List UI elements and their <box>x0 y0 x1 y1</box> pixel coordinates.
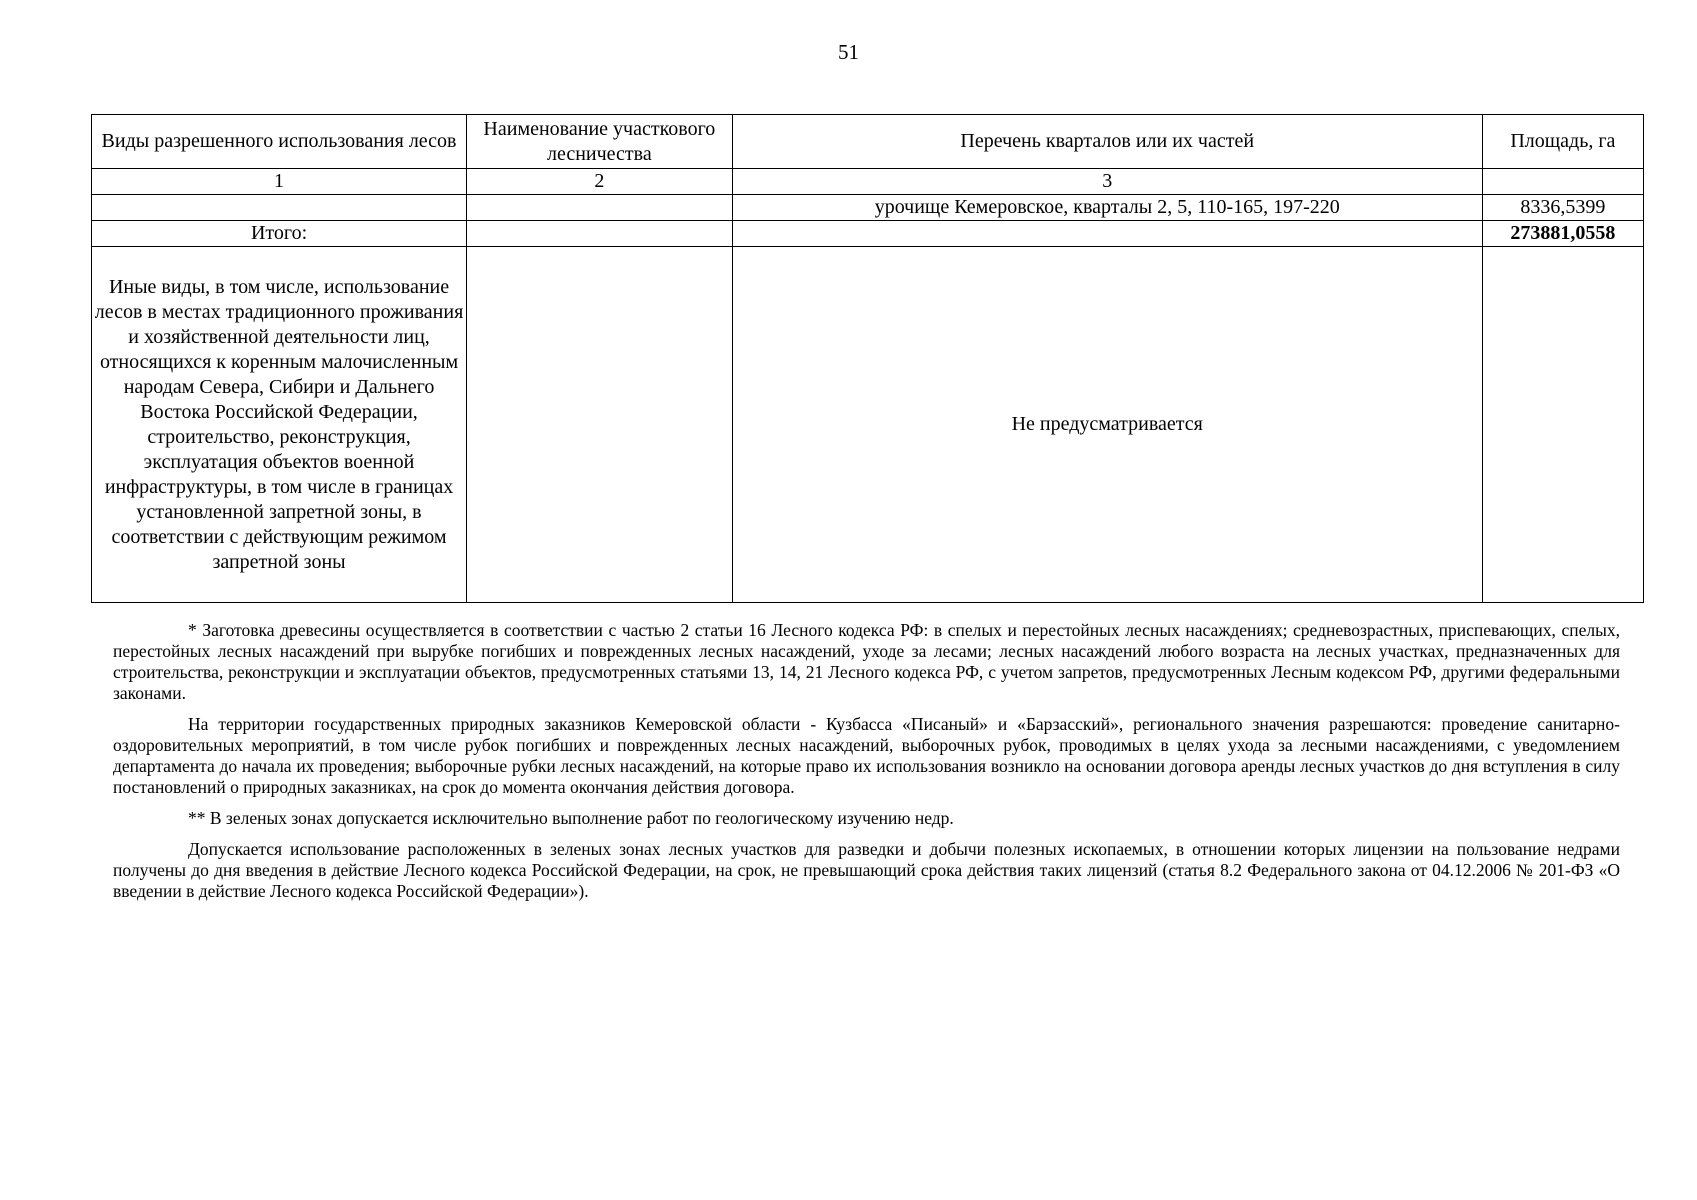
header-forestry-name: Наименование участкового лесничества <box>467 115 733 169</box>
column-number-row <box>92 169 1644 195</box>
page-number: 51 <box>838 40 859 64</box>
footnote-green-zones: ** В зеленых зонах допускается исключительно выполнение работ по геологическому изучению недр. <box>188 808 954 828</box>
other-uses-description: Иные виды, в том числе, использование лесов в местах традиционного проживания и хозяйственной деятельности лиц, относящихся к коренным малочисленным народам Севера, Сибири и Дальнего Востока Российской Федерации, строительство, реконструкция, эксплуатация объектов военной инфраструктуры, в том числе в границах установленной запретной зоны, в соответствии с действующим режимом запретной зоны <box>92 247 467 603</box>
footnote-timber-harvest: * Заготовка древесины осуществляется в соответствии с частью 2 статьи 16 Лесного кодекса РФ: в спелых и перестойных лесных насаждениях; средневозрастных, приспевающих, спелых, перестойных лесных насаждений при вырубке погибших и поврежденных лесных насаждений, уходе за лесами; лесных насаждений любого возраста на лесных участках, предназначенных для строительства, реконструкции и эксплуатации объектов, предусмотренных статьями 13, 14, 21 Лесного кодекса РФ, с учетом запретов, предусмотренных Лесным кодексом РФ, другими федеральными законами. <box>113 620 1620 703</box>
total-quarters-cell <box>732 221 1482 247</box>
row-quarters-cell: урочище Кемеровское, кварталы 2, 5, 110-165, 197-220 <box>732 195 1482 221</box>
table-row <box>92 195 1644 221</box>
column-number-2: 2 <box>467 169 733 195</box>
footnote-mining: Допускается использование расположенных в зеленых зонах лесных участков для разведки и добычи полезных ископаемых, в отношении которых лицензии на пользование недрами получены до дня введения в действие Лесного кодекса Российской Федерации, на срок, не превышающий срока действия таких лицензий (статья 8.2 Федерального закона от 04.12.2006 № 201-ФЗ «О введении в действие Лесного кодекса Российской Федерации»). <box>113 839 1620 901</box>
other-uses-forestry-cell <box>467 247 733 603</box>
total-forestry-cell <box>467 221 733 247</box>
total-label: Итого: <box>92 221 467 247</box>
column-number-3: 3 <box>732 169 1482 195</box>
footnotes <box>113 620 1620 912</box>
forest-use-table <box>91 114 1644 603</box>
other-uses-quarters: Не предусматривается <box>732 247 1482 603</box>
total-area-value: 273881,0558 <box>1482 221 1643 247</box>
header-area: Площадь, га <box>1482 115 1643 169</box>
header-quarters-list: Перечень кварталов или их частей <box>732 115 1482 169</box>
total-row <box>92 221 1644 247</box>
row-forestry-cell <box>467 195 733 221</box>
other-uses-area-cell <box>1482 247 1643 603</box>
row-usage-cell <box>92 195 467 221</box>
column-number-1: 1 <box>92 169 467 195</box>
header-usage-types: Виды разрешенного использования лесов <box>92 115 467 169</box>
table-row-other-uses <box>92 247 1644 603</box>
footnote-reserves: На территории государственных природных заказников Кемеровской области - Кузбасса «Писаный» и «Барзасский», регионального значения разрешаются: проведение санитарно-оздоровительных мероприятий, в том числе рубок погибших и поврежденных лесных насаждений, выборочных рубок, проводимых в целях ухода за лесными насаждениями, с уведомлением департамента до начала их проведения; выборочные рубки лесных насаждений, на которые право их использования возникло на основании договора аренды лесных участков до дня вступления в силу постановлений о природных заказниках, на срок до момента окончания действия договора. <box>113 714 1620 797</box>
column-number-4 <box>1482 169 1643 195</box>
row-area-cell: 8336,5399 <box>1482 195 1643 221</box>
table-header-row <box>92 115 1644 169</box>
